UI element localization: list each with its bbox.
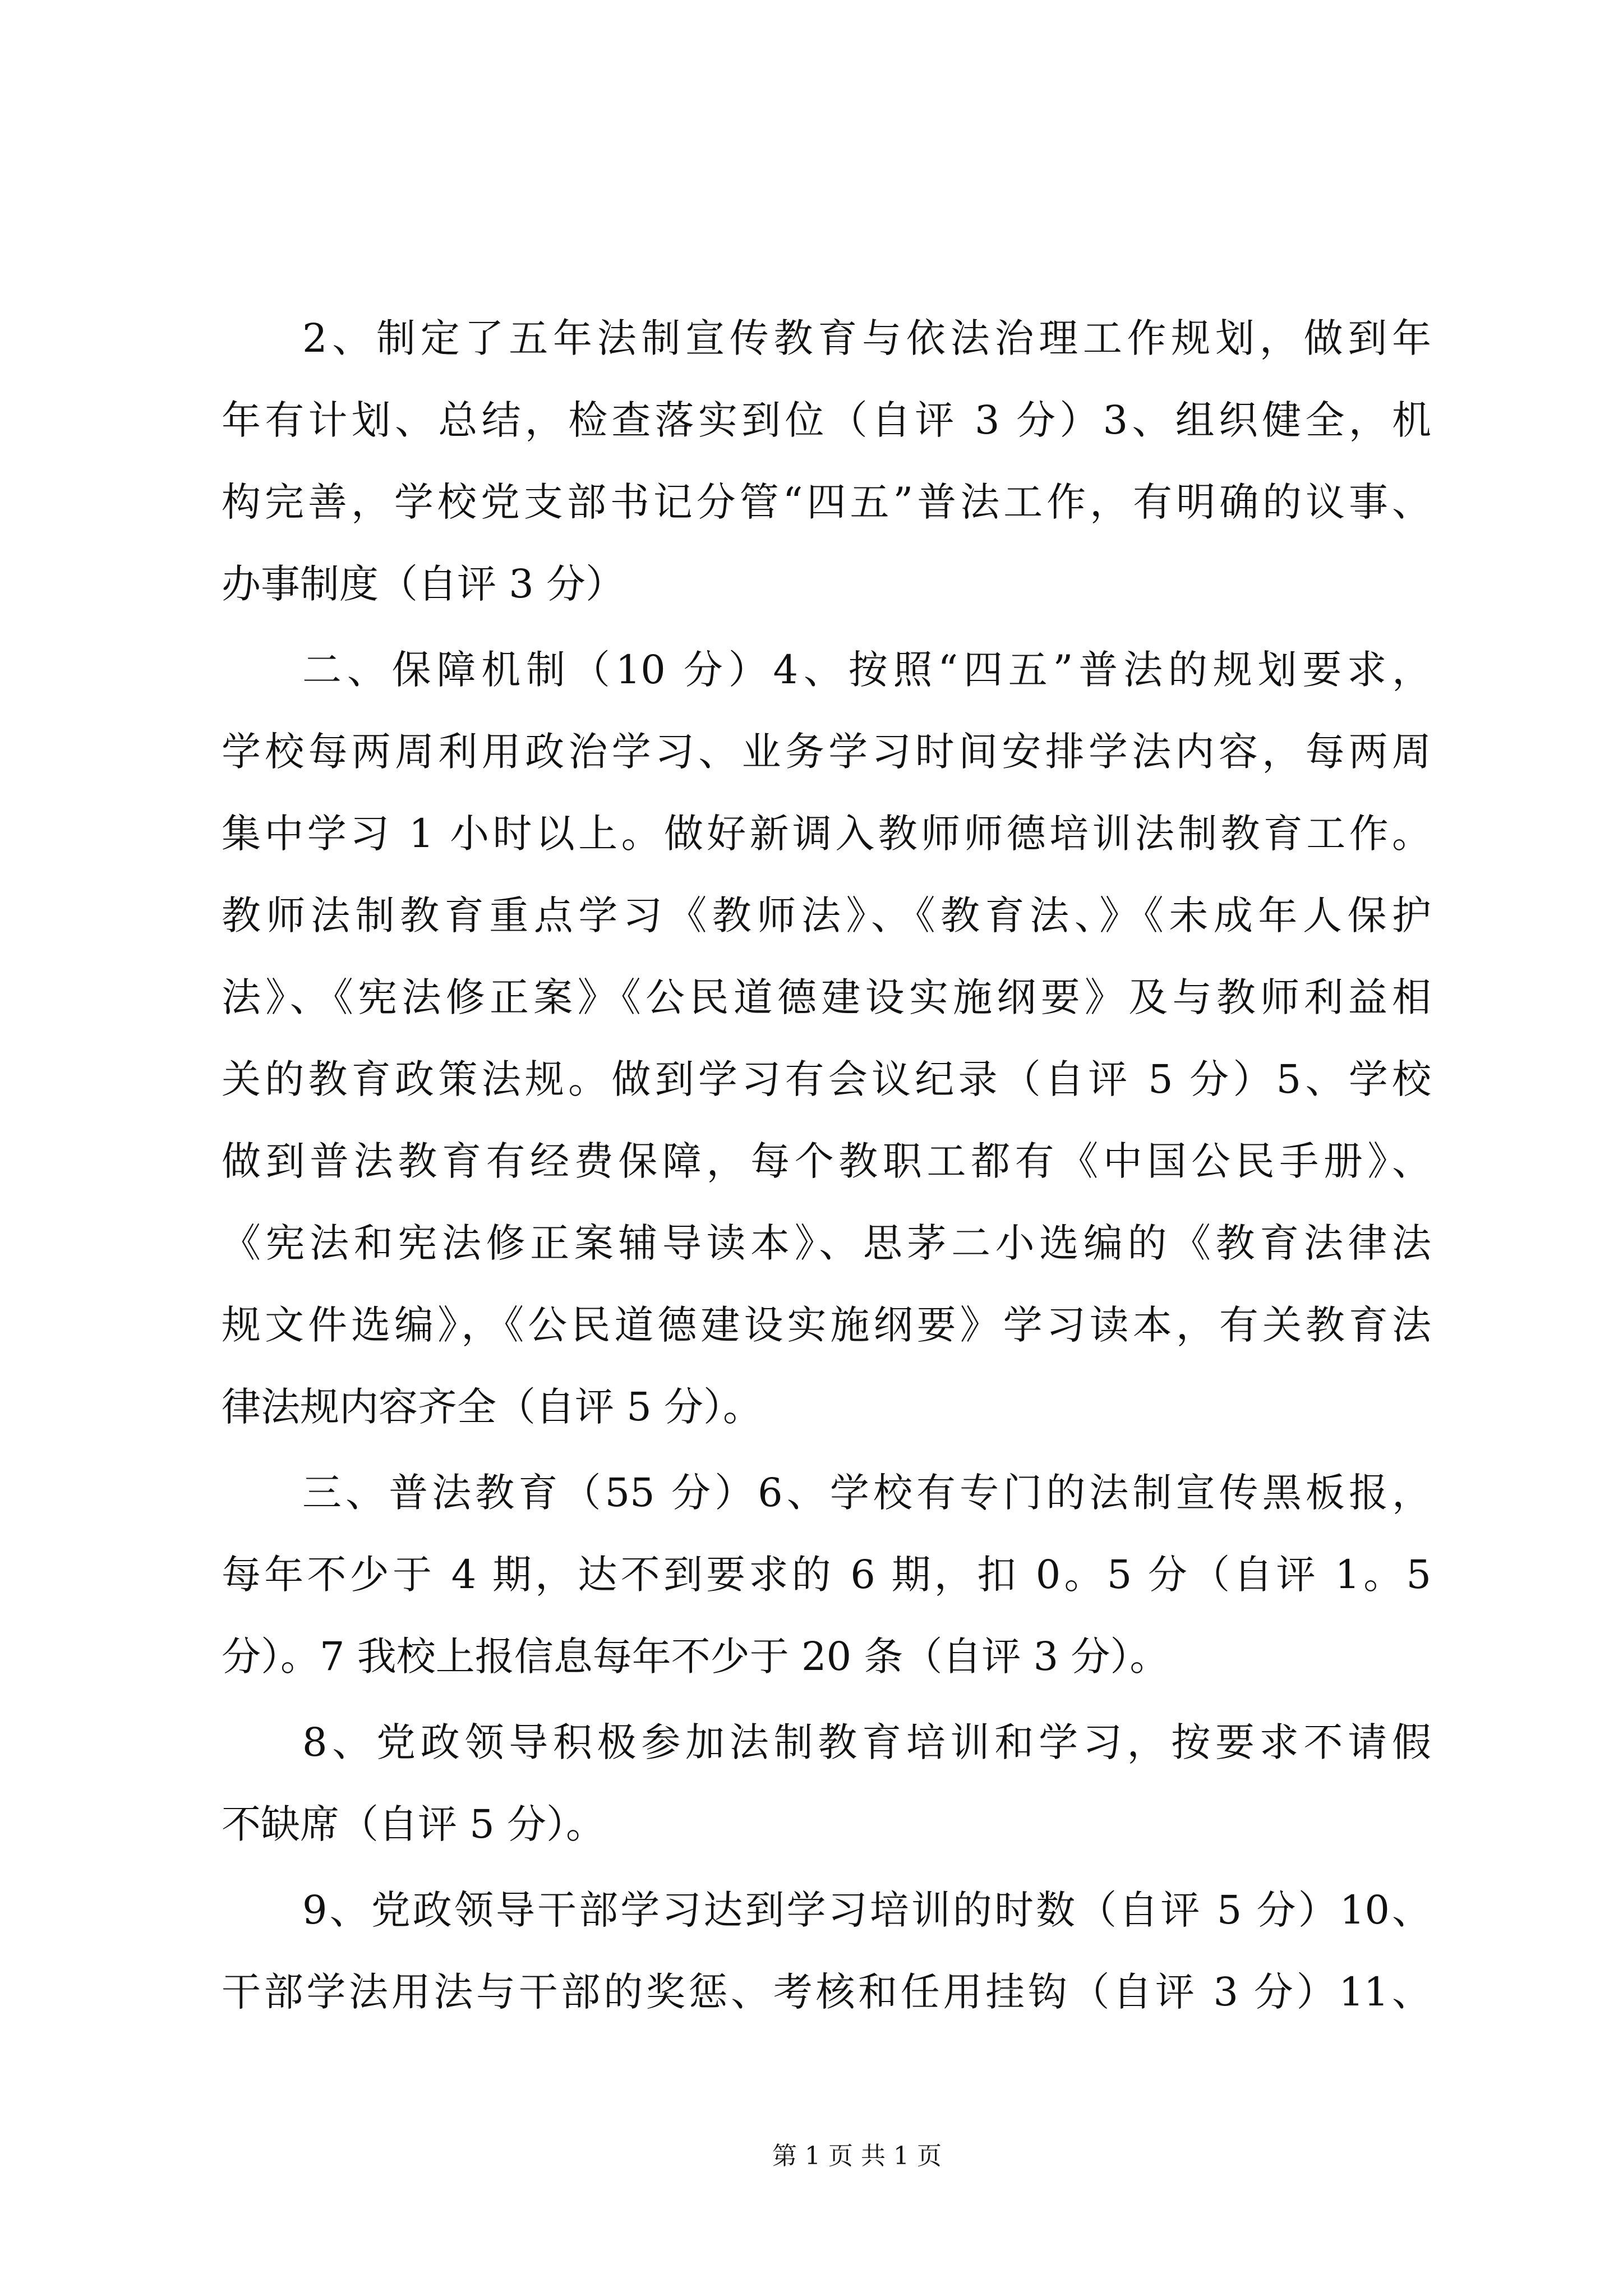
text-line: 构完善，学校党支部书记分管“四五”普法工作，有明确的议事、 [222, 479, 1431, 525]
paragraph [222, 1869, 1431, 2033]
text-line: 学校每两周利用政治学习、业务学习时间安排学法内容，每两周 [222, 729, 1431, 775]
text-line: 规文件选编》，《公民道德建设实施纲要》学习读本，有关教育法 [222, 1302, 1431, 1348]
text-line: 关的教育政策法规。做到学习有会议纪录（自评 5 分）5、学校 [222, 1056, 1431, 1102]
text-line: 做到普法教育有经费保障，每个教职工都有《中国公民手册》、 [222, 1138, 1431, 1184]
text-line: 年有计划、总结，检查落实到位（自评 3 分）3、组织健全，机 [222, 397, 1431, 443]
text-line: 教师法制教育重点学习《教师法》、《教育法、》《未成年人保护 [222, 892, 1431, 938]
text-line: 《宪法和宪法修正案辅导读本》、思茅二小选编的《教育法律法 [222, 1220, 1431, 1266]
text-line: 干部学法用法与干部的奖惩、考核和任用挂钩（自评 3 分）11、 [222, 1969, 1431, 2015]
text-line: 二、保障机制（10 分）4、按照“四五”普法的规划要求， [302, 647, 1431, 693]
text-line: 不缺席（自评 5 分）。 [222, 1801, 606, 1847]
paragraph [222, 1701, 1431, 1865]
text-line: 法》、《宪法修正案》《公民道德建设实施纲要》及与教师利益相 [222, 974, 1431, 1020]
text-line: 三、普法教育（55 分）6、学校有专门的法制宣传黑板报， [302, 1470, 1431, 1516]
text-line: 2、制定了五年法制宣传教育与依法治理工作规划，做到年 [302, 315, 1431, 361]
text-line: 分）。7 我校上报信息每年不少于 20 条（自评 3 分）。 [222, 1634, 1169, 1680]
text-line: 每年不少于 4 期，达不到要求的 6 期，扣 0。5 分（自评 1。5 [222, 1552, 1431, 1598]
paragraph [222, 297, 1431, 625]
text-line: 律法规内容齐全（自评 5 分）。 [222, 1384, 763, 1430]
text-line: 集中学习 1 小时以上。做好新调入教师师德培训法制教育工作。 [222, 811, 1431, 857]
text-line: 8、党政领导积极参加法制教育培训和学习，按要求不请假 [302, 1719, 1431, 1765]
text-line: 办事制度（自评 3 分） [222, 561, 625, 607]
page-number-footer: 第 1 页 共 1 页 [772, 2142, 942, 2170]
paragraph [222, 1452, 1431, 1697]
paragraph [222, 629, 1431, 1448]
text-line: 9、党政领导干部学习达到学习培训的时数（自评 5 分）10、 [302, 1887, 1431, 1933]
document-body [222, 297, 1431, 2037]
